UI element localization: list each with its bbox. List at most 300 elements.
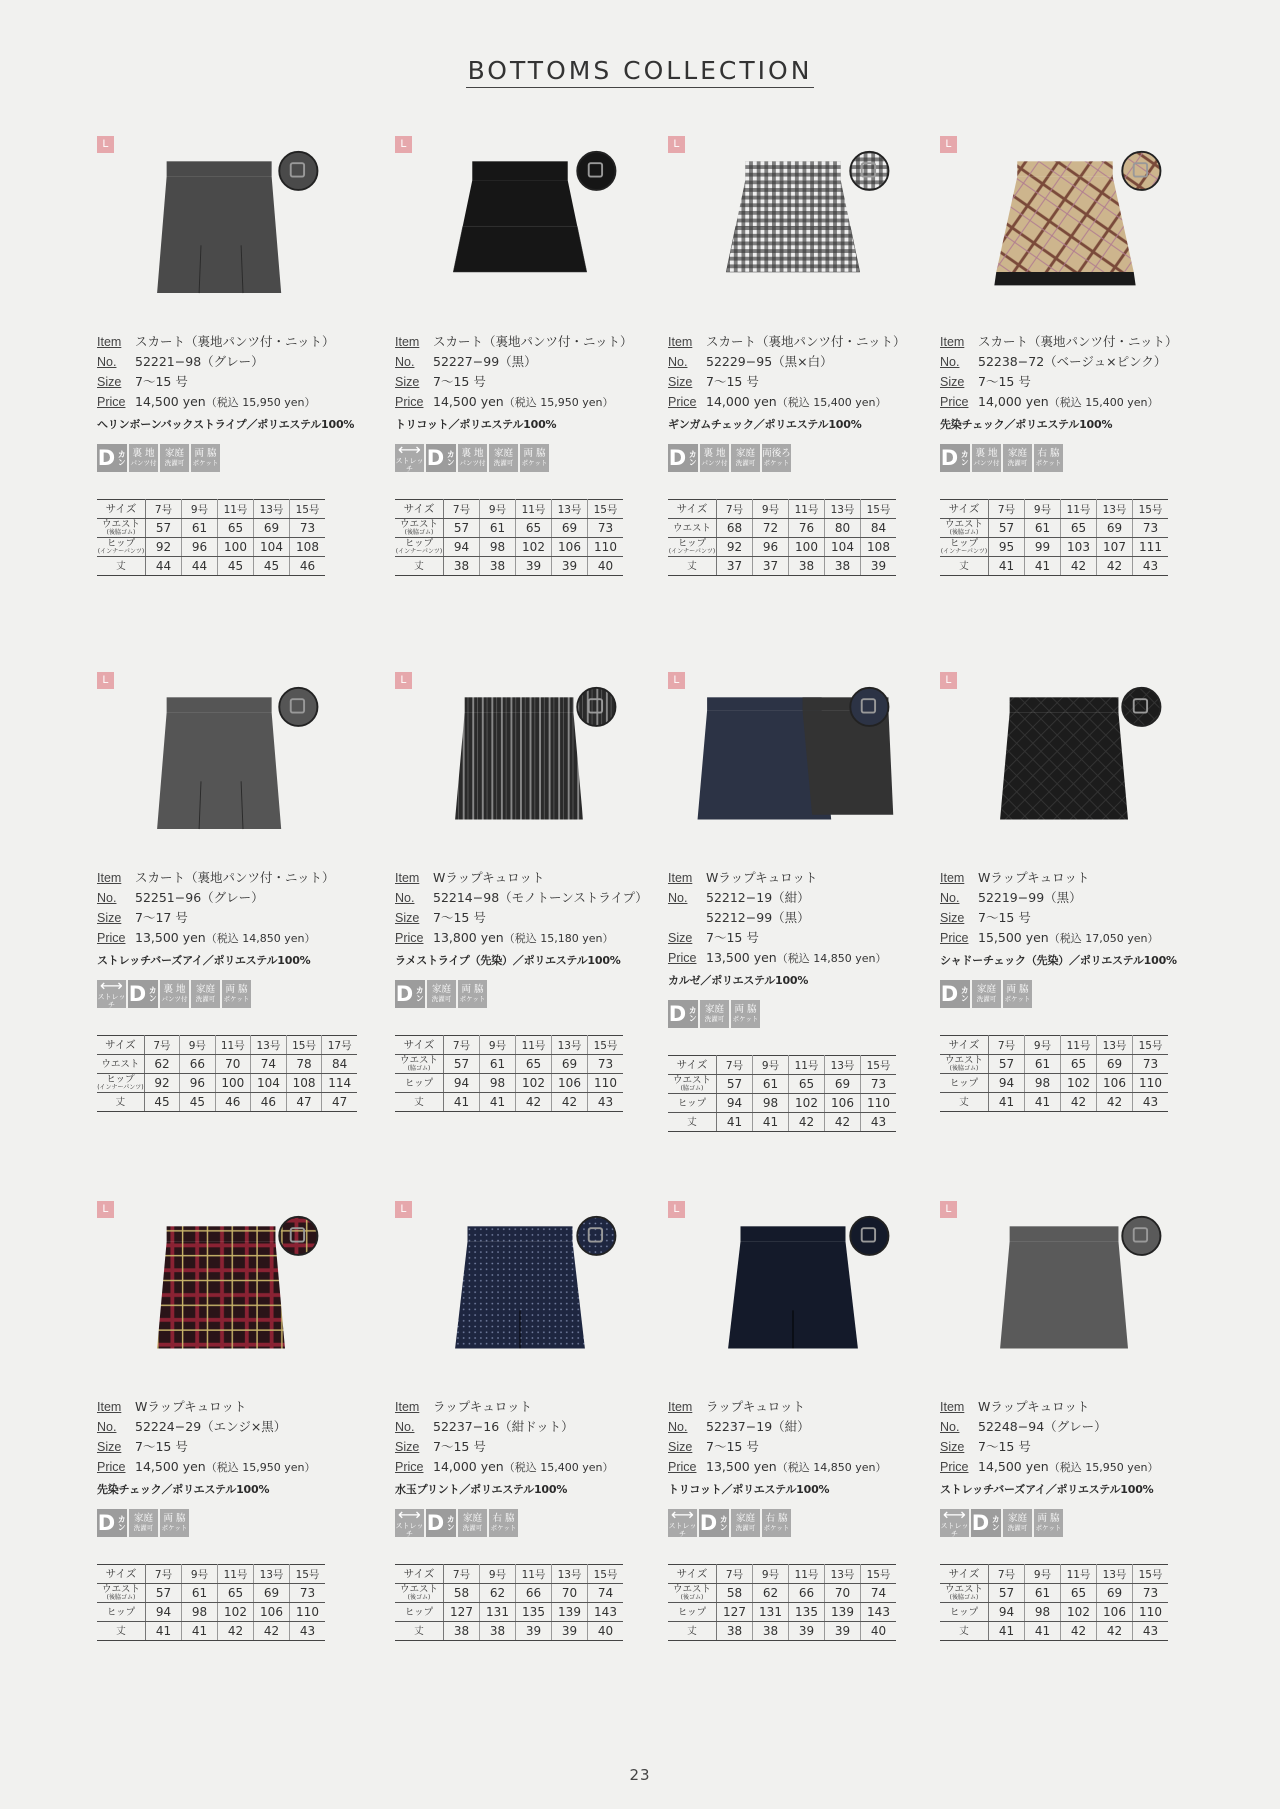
feature-icon: 両 脇 ポケット [191,444,220,472]
size-table-cell: 62 [753,1584,789,1603]
size-table-cell: 65 [218,1584,254,1603]
size-table-cell: 104 [825,538,861,557]
size-table-cell: 9号 [180,1036,215,1055]
size-table-cell: 11号 [516,500,552,519]
size-table-cell: 58 [444,1584,480,1603]
fabric-description: ヘリンボーンバックストライプ／ポリエステル100% [97,418,355,431]
size-table-cell: 143 [588,1603,624,1622]
fabric-description: 水玉プリント／ポリエステル100% [395,1483,568,1496]
size-table-cell: 69 [825,1075,861,1094]
size-table-cell: 57 [146,519,182,538]
d-ring-icon: D カン [426,446,456,470]
size-table-cell: 41 [1025,1093,1061,1112]
l-size-badge: L [97,1201,114,1218]
product-name: スカート（裏地パンツ付・ニット） [135,870,335,885]
product-price: 14,000 yen [433,1459,504,1474]
size-table-cell: 9号 [753,1565,789,1584]
size-table-cell: 72 [753,519,789,538]
price-label: Price [668,951,697,965]
size-table-header: 丈 [668,1113,717,1132]
size-table-row [395,538,623,557]
product-info [395,332,655,576]
feature-icon: 両 脇 ポケット [520,444,549,472]
detail-zoom-icon [1122,1217,1160,1255]
price-label: Price [395,395,424,409]
size-table-header: ヒップ (インナーパンツ) [97,1074,144,1091]
size-table-cell: 73 [290,1584,326,1603]
size-table-cell: 108 [290,538,326,557]
product-name: スカート（裏地パンツ付・ニット） [433,334,633,349]
size-table-cell: 11号 [218,1565,254,1584]
size-table-cell: 57 [989,1584,1025,1603]
size-table-cell: 69 [254,519,290,538]
product-price: 14,500 yen [978,1459,1049,1474]
size-table-row [940,1565,1168,1584]
size-table-row [97,557,325,576]
fabric-description: 先染チェック／ポリエステル100% [940,418,1113,431]
size-table-cell: 96 [753,538,789,557]
feature-icon: 家庭 洗濯可 [191,980,220,1008]
d-ring-icon: D カン [426,1511,456,1535]
l-size-badge: L [97,672,114,689]
size-table-cell: 139 [552,1603,588,1622]
size-table-header: 丈 [395,1093,444,1112]
size-table-cell: 94 [444,1074,480,1093]
size-table-row [668,1094,896,1113]
size-table-cell: 9号 [182,500,218,519]
product-price: 14,500 yen [135,1459,206,1474]
d-ring-icon: D カン [971,1511,1001,1535]
size-table-cell: 74 [251,1055,287,1074]
product-size-range: 7～15 号 [978,374,1031,389]
size-label: Size [668,375,693,389]
feature-icon: 裏 地 パンツ付 [129,444,158,472]
size-table-row [940,500,1168,519]
feature-icon: 家庭 洗濯可 [489,444,518,472]
product-number: 52214−98（モノトーンストライプ） [433,890,648,905]
size-table-cell: 102 [516,538,552,557]
size-table-cell: 74 [588,1584,624,1603]
size-table-cell: 9号 [753,500,789,519]
size-table-cell: 15号 [290,500,326,519]
product-price-tax: （税込 15,950 yen） [1048,1461,1159,1474]
size-table-cell: 94 [717,1094,753,1113]
size-table-cell: 114 [322,1074,357,1093]
size-table-cell: 110 [588,1074,624,1093]
feature-icon: 家庭 洗濯可 [972,980,1001,1008]
feature-icons [940,980,1200,1010]
size-table-cell: 9号 [753,1056,789,1075]
size-table-cell: 73 [290,519,326,538]
size-table-cell: 69 [1097,1055,1133,1074]
size-table-cell: 39 [861,557,897,576]
size-table-cell: 100 [789,538,825,557]
size-table-row [395,519,623,538]
size-table-cell: 11号 [1061,1036,1097,1055]
l-size-badge: L [395,136,412,153]
size-table [97,1035,357,1112]
product-price: 14,000 yen [706,394,777,409]
product-size-range: 7～15 号 [135,1439,188,1454]
size-table-cell: 7号 [146,1565,182,1584]
size-table-row [97,1565,325,1584]
detail-zoom-icon [850,152,888,190]
feature-icon: 家庭 洗濯可 [458,1509,487,1537]
size-table-header: サイズ [668,1056,717,1075]
size-table-cell: 96 [180,1074,215,1093]
page-title: BOTTOMS COLLECTION [0,56,1280,85]
l-size-badge: L [395,672,412,689]
size-table-cell: 9号 [480,1565,516,1584]
size-table-cell: 84 [322,1055,357,1074]
product-name: ラップキュロット [433,1399,533,1414]
size-table-cell: 65 [218,519,254,538]
size-table-cell: 47 [322,1093,357,1112]
feature-icons [940,444,1200,474]
size-table-row [97,1584,325,1603]
size-table-cell: 139 [825,1603,861,1622]
size-table-cell: 106 [825,1094,861,1113]
size-table-row [668,1113,896,1132]
l-size-badge: L [668,136,685,153]
size-table-cell: 42 [789,1113,825,1132]
size-table-cell: 11号 [218,500,254,519]
size-table-cell: 62 [480,1584,516,1603]
size-table-header: 丈 [97,1622,146,1641]
feature-icon: 裏 地 パンツ付 [700,444,729,472]
size-table-cell: 11号 [1061,1565,1097,1584]
size-table-cell: 39 [789,1622,825,1641]
size-table-cell: 110 [861,1094,897,1113]
size-table-cell: 7号 [717,1565,753,1584]
size-table-header: 丈 [940,1622,989,1641]
size-table-cell: 92 [146,538,182,557]
size-table-cell: 43 [588,1093,624,1112]
size-table-cell: 73 [1133,519,1169,538]
size-table-row [395,1093,623,1112]
product-number: 52219−99（黒） [978,890,1082,905]
fabric-description: トリコット／ポリエステル100% [668,1483,830,1496]
size-table-header: ウエスト (後ゴム) [395,1584,444,1603]
d-ring-icon: D カン [395,982,425,1006]
detail-zoom-icon [279,688,317,726]
feature-icons [668,1505,928,1539]
product-photo [688,682,898,852]
size-table-cell: 73 [1133,1055,1169,1074]
size-table-header: ウエスト (後ゴム) [668,1584,717,1603]
size-table-cell: 106 [1097,1074,1133,1093]
size-table-header: サイズ [97,500,146,519]
product-number: 52221−98（グレー） [135,354,264,369]
size-table-cell: 39 [552,1622,588,1641]
size-table-cell: 61 [182,1584,218,1603]
fabric-description: シャドーチェック（先染）／ポリエステル100% [940,954,1177,967]
size-table-header: 丈 [668,1622,717,1641]
feature-icon: 家庭 洗濯可 [731,444,760,472]
size-table-cell: 57 [989,519,1025,538]
no-label: No. [97,891,117,905]
fabric-description: 先染チェック／ポリエステル100% [97,1483,270,1496]
size-table-cell: 68 [717,519,753,538]
item-label: Item [940,871,965,885]
size-table-cell: 41 [480,1093,516,1112]
size-table-header: ウエスト (後脇ゴム) [940,519,989,538]
detail-zoom-icon [850,688,888,726]
size-table-cell: 7号 [717,500,753,519]
product-number: 52227−99（黒） [433,354,537,369]
size-table-cell: 11号 [516,1036,552,1055]
feature-icon: 裏 地 パンツ付 [458,444,487,472]
product-name: Wラップキュロット [978,1399,1090,1414]
size-table-cell: 11号 [789,1056,825,1075]
size-table-row [395,1584,623,1603]
size-table-header: サイズ [940,500,989,519]
item-label: Item [97,1400,122,1414]
product-price: 13,500 yen [706,950,777,965]
size-table-cell: 69 [1097,519,1133,538]
size-table-cell: 58 [717,1584,753,1603]
size-table-cell: 7号 [989,500,1025,519]
fabric-description: トリコット／ポリエステル100% [395,418,557,431]
size-table-row [668,1603,896,1622]
product-name: Wラップキュロット [135,1399,247,1414]
size-table-cell: 38 [444,1622,480,1641]
size-table-row [940,519,1168,538]
size-table-cell: 135 [789,1603,825,1622]
size-table-cell: 7号 [989,1036,1025,1055]
product-photo [688,1211,898,1381]
size-table-cell: 73 [588,1055,624,1074]
product-size-range: 7～15 号 [135,374,188,389]
size-table-header: 丈 [395,1622,444,1641]
size-table-header: サイズ [940,1565,989,1584]
size-table-cell: 42 [1097,557,1133,576]
size-table-cell: 108 [286,1074,322,1093]
size-table-cell: 41 [1025,557,1061,576]
feature-icon: 裏 地 パンツ付 [972,444,1001,472]
size-table-cell: 43 [861,1113,897,1132]
size-table-row [97,538,325,557]
size-table-cell: 13号 [1097,1565,1133,1584]
price-label: Price [668,1460,697,1474]
size-table-row [668,1565,896,1584]
size-table-cell: 39 [825,1622,861,1641]
product-price: 14,500 yen [135,394,206,409]
size-table [97,1564,325,1641]
size-table-cell: 104 [254,538,290,557]
product-price-tax: （税込 15,400 yen） [776,396,887,409]
size-table-cell: 13号 [825,1565,861,1584]
size-table-cell: 66 [516,1584,552,1603]
product-name: Wラップキュロット [433,870,545,885]
size-table-header: 丈 [395,557,444,576]
size-table-cell: 15号 [1133,1565,1169,1584]
no-label: No. [395,355,415,369]
size-table-cell: 15号 [861,1056,897,1075]
product-photo [415,682,625,852]
product-price: 14,500 yen [433,394,504,409]
price-label: Price [940,395,969,409]
size-table-cell: 9号 [1025,1036,1061,1055]
feature-icon: 両 脇 ポケット [731,1000,760,1028]
size-table-header: ウエスト (後脇ゴム) [940,1584,989,1603]
size-table-cell: 70 [552,1584,588,1603]
size-table-header: ヒップ (インナーパンツ) [395,538,443,555]
size-label: Size [668,931,693,945]
size-table-cell: 92 [144,1074,179,1093]
product-price-tax: （税込 14,850 yen） [776,952,887,965]
product-number: 52229−95（黒×白） [706,354,833,369]
size-table-row [940,1622,1168,1641]
size-table-header: サイズ [395,1565,444,1584]
product-photo [117,146,327,316]
size-table-cell: 15号 [588,500,624,519]
no-label: No. [668,355,688,369]
size-table-cell: 42 [1061,1622,1097,1641]
fabric-description: カルゼ／ポリエステル100% [668,974,809,987]
size-table-cell: 98 [753,1094,789,1113]
size-table [940,1035,1168,1112]
size-table-cell: 65 [789,1075,825,1094]
size-table-cell: 11号 [516,1565,552,1584]
size-table-cell: 39 [552,557,588,576]
size-table-header: 丈 [940,1093,989,1112]
product-info [668,332,928,576]
no-label: No. [940,355,960,369]
product-name: Wラップキュロット [706,870,818,885]
size-table-header: サイズ [395,500,444,519]
size-label: Size [940,911,965,925]
product-name: Wラップキュロット [978,870,1090,885]
size-table-cell: 127 [717,1603,753,1622]
size-table-cell: 46 [251,1093,287,1112]
feature-icon: 家庭 洗濯可 [700,1000,729,1028]
product-size-range: 7～15 号 [978,910,1031,925]
product-size-range: 7～15 号 [706,374,759,389]
size-table-cell: 7号 [444,500,480,519]
l-size-badge: L [97,136,114,153]
size-table-cell: 98 [1025,1074,1061,1093]
fabric-description: ラメストライプ（先染）／ポリエステル100% [395,954,621,967]
size-table-cell: 102 [1061,1603,1097,1622]
size-table-header: ヒップ (インナーパンツ) [97,538,145,555]
size-table-cell: 41 [444,1093,480,1112]
item-label: Item [940,1400,965,1414]
size-table-cell: 100 [215,1074,251,1093]
stretch-icon: ⟷ ストレッチ [395,1505,424,1538]
size-table-cell: 46 [290,557,326,576]
feature-icon: 家庭 洗濯可 [731,1509,760,1537]
product-photo [117,1211,327,1381]
product-number: 52248−94（グレー） [978,1419,1107,1434]
feature-icon: 右 脇 ポケット [1034,444,1063,472]
size-table-cell: 13号 [552,500,588,519]
size-table-cell: 98 [480,1074,516,1093]
size-table-cell: 46 [215,1093,251,1112]
no-label: No. [940,1420,960,1434]
size-table-cell: 92 [717,538,753,557]
size-table-cell: 42 [218,1622,254,1641]
size-table-cell: 131 [480,1603,516,1622]
product-price: 14,000 yen [978,394,1049,409]
size-table-cell: 95 [989,538,1025,557]
product-name: スカート（裏地パンツ付・ニット） [135,334,335,349]
size-table-cell: 107 [1097,538,1133,557]
size-table-row [395,557,623,576]
detail-zoom-icon [1122,688,1160,726]
size-table-cell: 13号 [825,500,861,519]
size-table-cell: 57 [444,519,480,538]
size-label: Size [668,1440,693,1454]
stretch-icon: ⟷ ストレッチ [940,1505,969,1538]
product-info [395,1397,655,1641]
item-label: Item [940,335,965,349]
detail-zoom-icon [1122,152,1160,190]
size-table-row [395,1074,623,1093]
size-table-cell: 74 [861,1584,897,1603]
detail-zoom-icon [279,152,317,190]
size-table-cell: 41 [717,1113,753,1132]
size-table-cell: 42 [1097,1622,1133,1641]
size-table-cell: 13号 [552,1036,588,1055]
size-table-header: ヒップ [940,1074,989,1093]
size-table-cell: 42 [516,1093,552,1112]
product-number: 52251−96（グレー） [135,890,264,905]
no-label: No. [395,891,415,905]
size-table-row [668,519,896,538]
size-table-row [668,1056,896,1075]
size-table-cell: 110 [290,1603,326,1622]
product-info [395,868,655,1112]
size-table-header: サイズ [97,1036,144,1055]
size-label: Size [395,1440,420,1454]
size-table-row [97,1074,357,1093]
no-label: No. [97,355,117,369]
product-size-range: 7～15 号 [978,1439,1031,1454]
d-ring-icon: D カン [97,446,127,470]
product-photo [960,1211,1170,1381]
product-price-tax: （税込 15,950 yen） [205,1461,316,1474]
product-photo [415,146,625,316]
size-table-cell: 42 [825,1113,861,1132]
size-table-cell: 39 [516,1622,552,1641]
product-price-tax: （税込 15,400 yen） [503,1461,614,1474]
size-table-header: 丈 [940,557,989,576]
no-label: No. [940,891,960,905]
size-table-row [940,1055,1168,1074]
product-info [97,868,357,1112]
size-table-cell: 61 [1025,519,1061,538]
product-price-tax: （税込 15,950 yen） [205,396,316,409]
size-table-cell: 7号 [144,1036,179,1055]
item-label: Item [668,335,693,349]
product-size-range: 7～15 号 [706,1439,759,1454]
size-table-cell: 41 [989,1622,1025,1641]
size-table-cell: 7号 [717,1056,753,1075]
size-table-cell: 38 [789,557,825,576]
l-size-badge: L [668,1201,685,1218]
size-table-cell: 38 [753,1622,789,1641]
size-table-cell: 57 [989,1055,1025,1074]
product-price-tax: （税込 15,180 yen） [503,932,614,945]
size-table-cell: 96 [182,538,218,557]
size-table-row [668,538,896,557]
product-info [940,332,1200,576]
size-table-row [940,1603,1168,1622]
item-label: Item [395,335,420,349]
size-table-cell: 143 [861,1603,897,1622]
size-table-row [97,1036,357,1055]
